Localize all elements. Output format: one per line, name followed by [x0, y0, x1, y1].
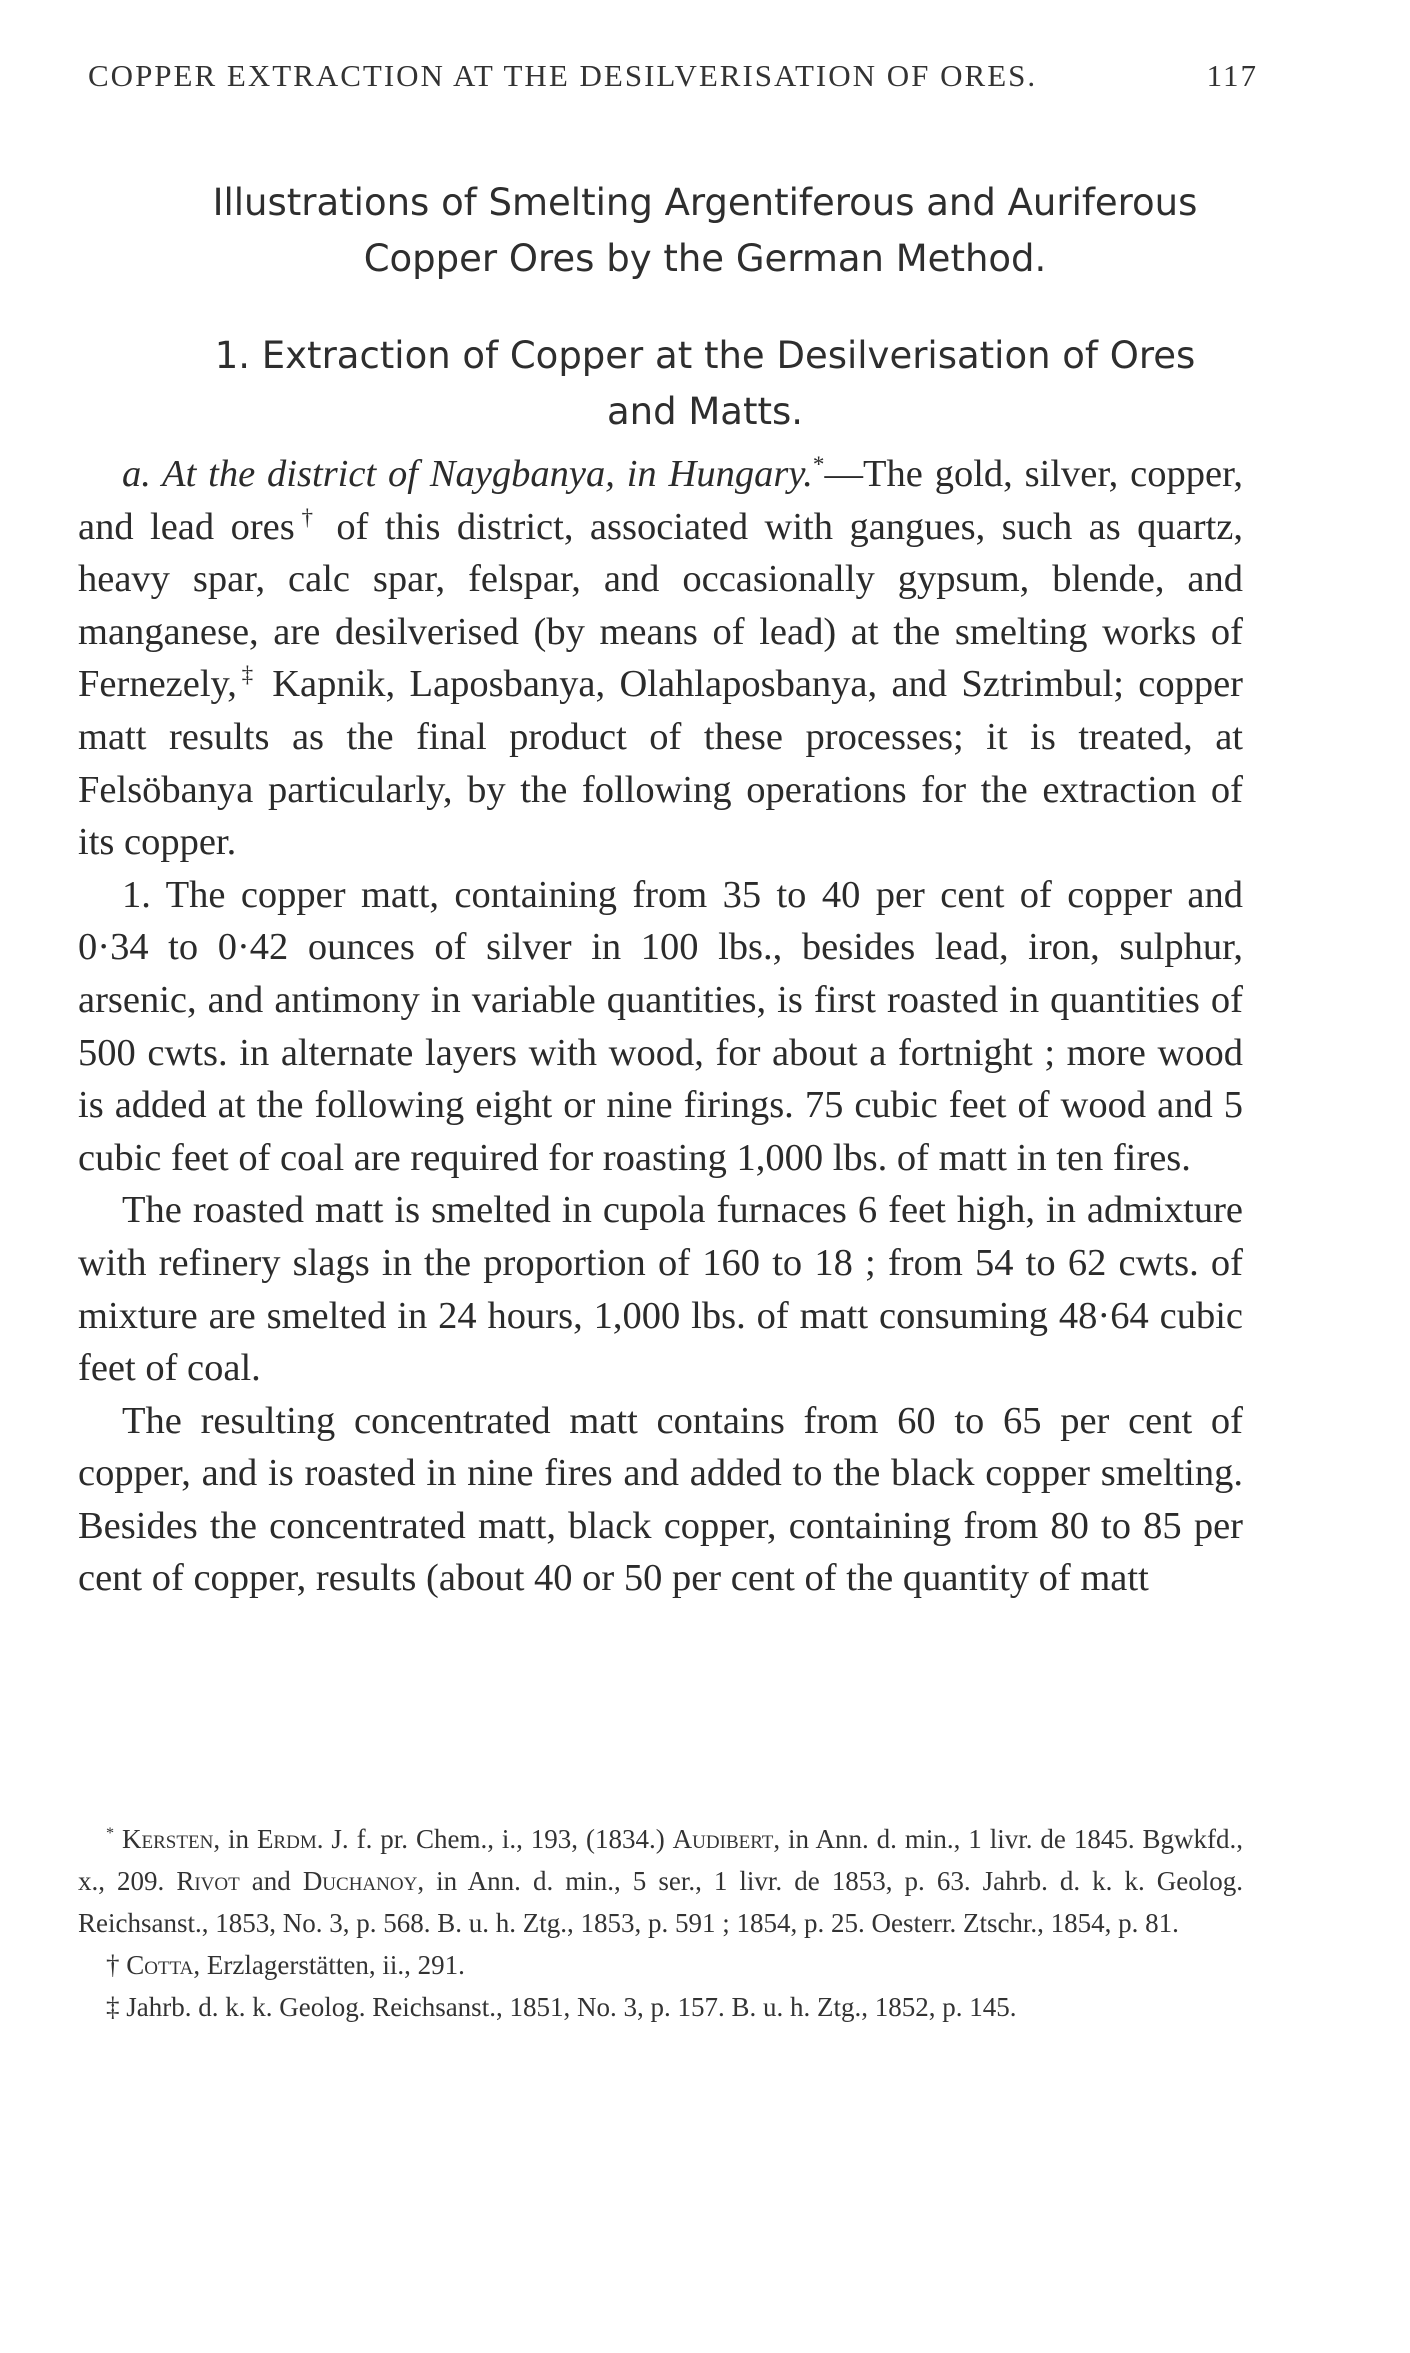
footnote-1-text-4: and [239, 1866, 303, 1896]
main-title-line-1: Illustrations of Smelting Argentiferous and Auriferous [212, 181, 1198, 224]
footnotes [78, 1818, 1243, 2028]
section-title-line-1: 1. Extraction of Copper at the Desilverisation of Ores [214, 334, 1196, 377]
footnote-1-author-2: Audibert [672, 1824, 774, 1854]
footnote-1-author-4: Duchanoy [302, 1866, 418, 1896]
section-title [60, 328, 1350, 440]
footnote-ref-asterisk: * [812, 451, 825, 478]
paragraph-1-lead: a. At the district of Naygbanya, in Hungary. [122, 453, 813, 495]
paragraph-2: 1. The copper matt, containing from 35 to 40 per cent of copper and 0·34 to 0·42 ounces of silver in 100 lbs., besides lead, iron, sulphur, arsenic, and antimony in variable quantities, is first roasted in quantities of 500 cwts. in alternate layers with wood, for about a fortnight ; more wood is added at the following eight or nine firings. 75 cubic feet of wood and 5 cubic feet of coal are required for roasting 1,000 lbs. of matt in ten fires. [78, 873, 1243, 1179]
footnote-1 [78, 1818, 1243, 1944]
footnote-3 [78, 1986, 1243, 2028]
section-title-line-2: and Matts. [606, 390, 804, 433]
footnote-1-author-3: Rivot [176, 1866, 240, 1896]
running-title: COPPER EXTRACTION AT THE DESILVERISATION OF ORES. [88, 58, 1038, 93]
paragraph-1-part-3: Kapnik, Laposbanya, Olahlaposbanya, and Sztrimbul; copper matt results as the final product of these processes; it is treated, at Felsöbanya particularly, by the following operations for the extraction of its copper. [78, 663, 1243, 864]
footnote-2 [78, 1944, 1243, 1986]
paragraph-1-part-2: of this district, associated with gangues, such as quartz, heavy spar, calc spar, felspar, and occasionally gypsum, blende, and manganese, are desilverised (by means of lead) at the smelting works of Fernezely, [78, 505, 1243, 706]
paragraph-3: The roasted matt is smelted in cupola furnaces 6 feet high, in admixture with refinery slags in the proportion of 160 to 18 ; from 54 to 62 cwts. of mixture are smelted in 24 hours, 1,000 lbs. of matt consuming 48·64 cubic feet of coal. [78, 1189, 1243, 1390]
footnote-ref-double-dagger: ‡ [236, 661, 258, 688]
footnote-1-text-1: , in [213, 1824, 257, 1854]
main-title [60, 175, 1350, 287]
footnote-ref-dagger: † [294, 503, 320, 530]
footnote-2-author: Cotta [126, 1950, 194, 1980]
footnote-1-text-3: , in Ann. d. min., 1 livr. de 1845. Bgwkfd., x., 209. [78, 1824, 1244, 1896]
body-text [78, 448, 1243, 1605]
footnote-2-mark: † [106, 1950, 120, 1980]
footnote-1-mark: * [106, 1824, 115, 1842]
footnote-1-text-5: , in Ann. d. min., 5 ser., 1 livr. de 1853, p. 63. Jahrb. d. k. k. Geolog. Reichsanst., 1853, No. 3, p. 568. B. u. h. Ztg., 1853, p. 591 ; 1854, p. 25. Oesterr. Ztschr., 1854, p. 81. [78, 1866, 1244, 1938]
footnote-3-mark: ‡ [106, 1992, 120, 2022]
paragraph-4: The resulting concentrated matt contains from 60 to 65 per cent of copper, and is roasted in nine fires and added to the black copper smelting. Besides the concentrated matt, black copper, containing from 80 to 85 per cent of copper, results (about 40 or 50 per cent of the quantity of matt [78, 1399, 1243, 1600]
footnote-3-text: Jahrb. d. k. k. Geolog. Reichsanst., 1851, No. 3, p. 157. B. u. h. Ztg., 1852, p. 145. [119, 1992, 1017, 2022]
main-title-line-2: Copper Ores by the German Method. [363, 237, 1047, 280]
footnote-1-author-1: Kersten [122, 1824, 214, 1854]
paragraph-1-part-1: —The gold, silver, copper, and lead ores [78, 453, 1243, 548]
running-head [88, 58, 1258, 94]
footnote-1-journal: Erdm [256, 1824, 317, 1854]
paragraph-1 [78, 448, 1243, 869]
footnote-1-text-2: . J. f. pr. Chem., i., 193, (1834.) [316, 1824, 673, 1854]
footnote-2-text: , Erzlagerstätten, ii., 291. [193, 1950, 465, 1980]
page-number: 117 [1206, 58, 1258, 93]
